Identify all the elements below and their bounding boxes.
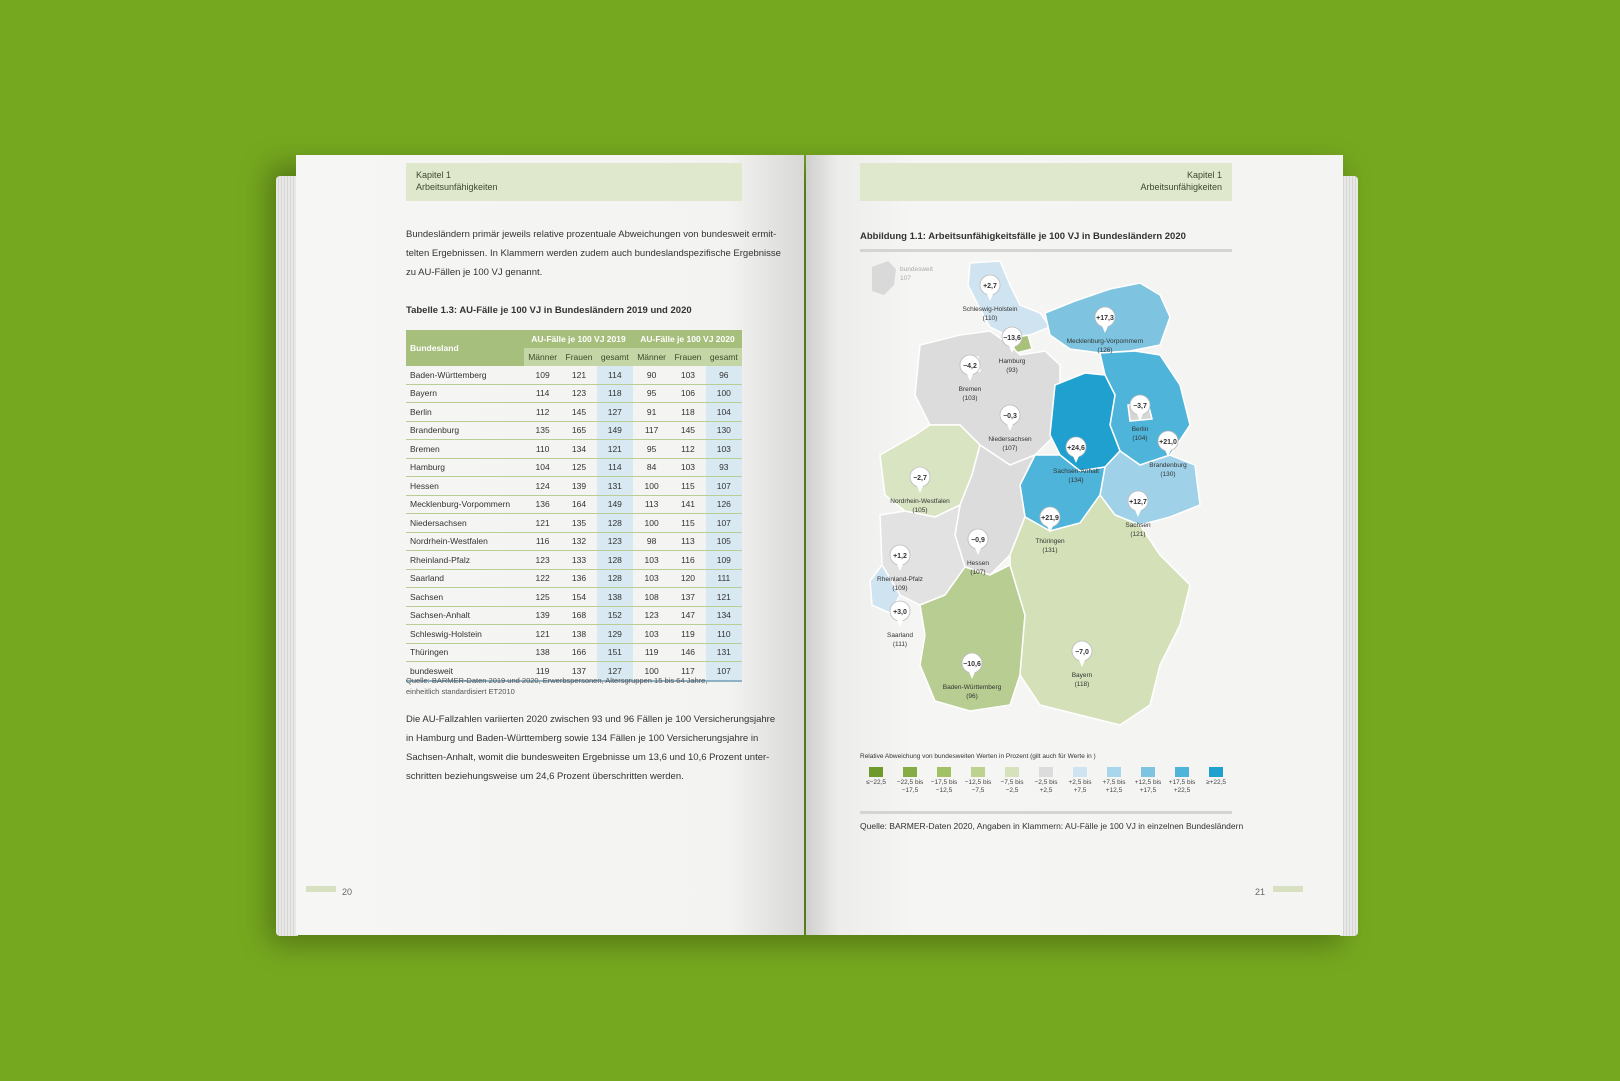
right-page: [806, 155, 1343, 935]
cell-value: 135: [524, 421, 561, 440]
cell-bundesland: Baden-Württemberg: [406, 366, 524, 384]
legend-item: [928, 767, 960, 795]
cell-value: 107: [706, 514, 742, 533]
state-name: Brandenburg: [1149, 462, 1187, 469]
cell-value: 123: [524, 551, 561, 570]
cell-value: 114: [597, 458, 633, 477]
pin-deviation: −13,6: [1003, 335, 1021, 342]
legend-label: +22,5: [1173, 787, 1191, 794]
table-row: [406, 458, 742, 477]
pin-sl: [887, 601, 913, 648]
figure-rule-top: [860, 249, 1232, 252]
cell-bundesland: Bremen: [406, 440, 524, 459]
state-value: (110): [982, 315, 998, 322]
table-row: [406, 403, 742, 422]
pin-deviation: +2,7: [983, 283, 997, 290]
chapter-title: Arbeitsunfähigkeiten: [1140, 182, 1222, 192]
col-gesamt: gesamt: [597, 348, 633, 366]
cell-value: 93: [706, 458, 742, 477]
left-page: [296, 155, 804, 935]
legend-label: −2,5: [1005, 787, 1019, 794]
cell-value: 115: [670, 477, 705, 496]
pin-deviation: −0,3: [1003, 413, 1017, 420]
table-source-note: [406, 675, 707, 697]
legend-swatch: [1039, 767, 1053, 777]
cell-value: 121: [524, 625, 561, 644]
cell-value: 110: [706, 625, 742, 644]
cell-value: 122: [524, 569, 561, 588]
cell-bundesland: Nordrhein-Westfalen: [406, 532, 524, 551]
cell-value: 138: [524, 643, 561, 662]
table-row: [406, 551, 742, 570]
inset-label: bundesweit: [900, 266, 933, 273]
cell-value: 100: [706, 384, 742, 403]
outro-paragraph: [406, 710, 775, 786]
state-name: Saarland: [886, 632, 914, 639]
legend-item: [1064, 767, 1096, 795]
legend-item: [1030, 767, 1062, 795]
chapter-header: [406, 163, 742, 201]
legend: [860, 767, 1232, 807]
note-line: einheitlich standardisiert ET2010: [406, 687, 515, 696]
cell-value: 125: [524, 588, 561, 607]
state-name: Berlin: [1131, 426, 1149, 433]
state-name: Nordrhein-Westfalen: [890, 498, 950, 505]
cell-value: 168: [561, 606, 596, 625]
chapter-header: [860, 163, 1232, 201]
cell-value: 103: [633, 625, 670, 644]
cell-value: 116: [670, 551, 705, 570]
table-row: [406, 643, 742, 662]
cell-value: 103: [633, 569, 670, 588]
state-value: (109): [892, 585, 908, 592]
cell-value: 166: [561, 643, 596, 662]
pin-deviation: −2,7: [913, 475, 927, 482]
cell-bundesland: Hamburg: [406, 458, 524, 477]
cell-value: 106: [670, 384, 705, 403]
table-row: [406, 625, 742, 644]
figure-title: Abbildung 1.1: Arbeitsunfähigkeitsfälle je 100 VJ in Bundesländern 2020: [860, 231, 1186, 242]
cell-bundesland: Brandenburg: [406, 421, 524, 440]
inset-germany-shape: [872, 261, 896, 295]
cell-value: 110: [524, 440, 561, 459]
cell-value: 118: [597, 384, 633, 403]
legend-title: Relative Abweichung von bundesweiten Werten in Prozent (gilt auch für Werte in ): [860, 753, 1096, 760]
cell-value: 113: [633, 495, 670, 514]
col-frauen: Frauen: [670, 348, 705, 366]
legend-swatch: [1107, 767, 1121, 777]
cell-value: 120: [670, 569, 705, 588]
legend-label: +17,5 bis: [1168, 779, 1196, 786]
cell-bundesland: Sachsen-Anhalt: [406, 606, 524, 625]
legend-label: −7,5: [971, 787, 985, 794]
cell-value: 139: [561, 477, 596, 496]
cell-value: 118: [670, 403, 705, 422]
outro-line: schritten beziehungsweise um 24,6 Prozent überschritten werden.: [406, 771, 684, 782]
cell-value: 112: [670, 440, 705, 459]
state-value: (93): [1006, 367, 1018, 374]
page-number-bar: [306, 886, 336, 892]
pin-tail: [897, 620, 903, 627]
intro-line: telten Ergebnissen. In Klammern werden zudem auch bundeslandspezifische Ergebnisse: [406, 248, 781, 259]
state-name: Thüringen: [1035, 538, 1065, 545]
table-row: [406, 514, 742, 533]
cell-value: 98: [633, 532, 670, 551]
chapter-title: Arbeitsunfähigkeiten: [416, 182, 498, 192]
state-name: Baden-Württemberg: [942, 684, 1002, 691]
cell-value: 121: [524, 514, 561, 533]
cell-value: 105: [706, 532, 742, 551]
cell-bundesland: Thüringen: [406, 643, 524, 662]
cell-bundesland: Sachsen: [406, 588, 524, 607]
page-stack-left: [276, 176, 298, 936]
cell-value: 112: [524, 403, 561, 422]
pin-deviation: −3,7: [1133, 403, 1147, 410]
legend-label: −12,5 bis: [964, 779, 992, 786]
table-row: [406, 495, 742, 514]
cell-value: 134: [561, 440, 596, 459]
cell-value: 149: [597, 421, 633, 440]
legend-label: +12,5: [1105, 787, 1123, 794]
cell-bundesland: bundesweit: [406, 662, 524, 681]
cell-value: 115: [670, 514, 705, 533]
legend-label: +12,5 bis: [1134, 779, 1162, 786]
col-maenner: Männer: [633, 348, 670, 366]
cell-bundesland: Schleswig-Holstein: [406, 625, 524, 644]
cell-value: 114: [597, 366, 633, 384]
cell-value: 134: [706, 606, 742, 625]
state-value: (126): [1097, 347, 1113, 354]
cell-bundesland: Hessen: [406, 477, 524, 496]
cell-bundesland: Bayern: [406, 384, 524, 403]
cell-value: 90: [633, 366, 670, 384]
germany-map: [860, 255, 1232, 745]
outro-line: Sachsen-Anhalt, womit die bundesweiten Ergebnisse um 13,6 und 10,6 Prozent unter-: [406, 752, 770, 763]
cell-value: 127: [597, 403, 633, 422]
legend-item: [962, 767, 994, 795]
figure-source: Quelle: BARMER-Daten 2020, Angaben in Klammern: AU-Fälle je 100 VJ in einzelnen Bundesländern: [860, 821, 1244, 831]
table-row: [406, 366, 742, 384]
inset-value: 107: [900, 275, 911, 282]
figure-rule-bottom: [860, 811, 1232, 814]
cell-value: 127: [597, 662, 633, 681]
cell-value: 121: [597, 440, 633, 459]
cell-value: 154: [561, 588, 596, 607]
col-gesamt: gesamt: [706, 348, 742, 366]
chapter-label: Kapitel 1: [416, 170, 452, 180]
cell-value: 151: [597, 643, 633, 662]
pin-deviation: −10,6: [963, 661, 981, 668]
cell-value: 131: [597, 477, 633, 496]
cell-value: 116: [524, 532, 561, 551]
pin-deviation: +24,6: [1067, 445, 1085, 452]
data-table: [406, 330, 742, 682]
state-name: Sachsen: [1125, 522, 1151, 529]
cell-value: 149: [597, 495, 633, 514]
cell-value: 138: [597, 588, 633, 607]
table-title: Tabelle 1.3: AU-Fälle je 100 VJ in Bundesländern 2019 und 2020: [406, 305, 692, 316]
cell-value: 126: [706, 495, 742, 514]
state-value: (121): [1130, 531, 1146, 538]
cell-value: 128: [597, 569, 633, 588]
cell-value: 124: [524, 477, 561, 496]
intro-paragraph: [406, 225, 781, 282]
cell-bundesland: Rheinland-Pfalz: [406, 551, 524, 570]
cell-value: 119: [524, 662, 561, 681]
cell-value: 123: [633, 606, 670, 625]
legend-label: +2,5: [1039, 787, 1053, 794]
legend-label: +17,5: [1139, 787, 1157, 794]
table-row: [406, 569, 742, 588]
legend-swatch: [971, 767, 985, 777]
state-name: Mecklenburg-Vorpommern: [1066, 338, 1144, 345]
pin-deviation: +1,2: [893, 553, 907, 560]
cell-value: 114: [524, 384, 561, 403]
legend-label: +7,5 bis: [1102, 779, 1126, 786]
cell-value: 111: [706, 569, 742, 588]
pin-deviation: +17,3: [1096, 315, 1114, 322]
pin-deviation: +21,9: [1041, 515, 1059, 522]
cell-value: 137: [561, 662, 596, 681]
cell-value: 133: [561, 551, 596, 570]
cell-value: 145: [561, 403, 596, 422]
page-number: 20: [342, 887, 353, 897]
state-name: Bayern: [1071, 672, 1093, 679]
state-name: Rheinland-Pfalz: [877, 576, 923, 583]
cell-value: 104: [524, 458, 561, 477]
state-value: (131): [1042, 547, 1058, 554]
cell-value: 138: [561, 625, 596, 644]
legend-item: [1200, 767, 1232, 787]
state-name: Sachsen-Anhalt: [1053, 468, 1099, 475]
note-line: Quelle: BARMER-Daten 2019 und 2020, Erwerbspersonen, Altersgruppen 15 bis 64 Jahre,: [406, 676, 708, 685]
cell-value: 91: [633, 403, 670, 422]
legend-item: [1132, 767, 1164, 795]
cell-bundesland: Saarland: [406, 569, 524, 588]
chapter-label: Kapitel 1: [1186, 170, 1222, 180]
state-value: (130): [1160, 471, 1176, 478]
cell-value: 104: [706, 403, 742, 422]
cell-value: 107: [706, 477, 742, 496]
legend-item: [860, 767, 892, 787]
cell-value: 84: [633, 458, 670, 477]
cell-value: 95: [633, 440, 670, 459]
cell-value: 132: [561, 532, 596, 551]
cell-value: 128: [597, 551, 633, 570]
cell-value: 103: [670, 458, 705, 477]
cell-value: 109: [524, 366, 561, 384]
cell-value: 121: [561, 366, 596, 384]
legend-label: ≥+22,5: [1205, 779, 1226, 786]
state-value: (104): [1132, 435, 1148, 442]
cell-value: 109: [706, 551, 742, 570]
table-row: [406, 532, 742, 551]
state-value: (118): [1074, 681, 1090, 688]
page-number-bar: [1273, 886, 1303, 892]
legend-label: ≤−22,5: [865, 779, 886, 786]
legend-label: −17,5 bis: [930, 779, 958, 786]
cell-value: 146: [670, 643, 705, 662]
cell-value: 103: [706, 440, 742, 459]
state-value: (107): [970, 569, 986, 576]
intro-line: zu AU-Fällen je 100 VJ genannt.: [406, 267, 543, 278]
pin-deviation: −0,9: [971, 537, 985, 544]
cell-value: 128: [597, 514, 633, 533]
state-name: Hamburg: [998, 358, 1026, 365]
legend-swatch: [1141, 767, 1155, 777]
outro-line: Die AU-Fallzahlen variierten 2020 zwischen 93 und 96 Fällen je 100 Versicherungsjahre: [406, 714, 776, 725]
cell-bundesland: Niedersachsen: [406, 514, 524, 533]
legend-label: −22,5 bis: [896, 779, 924, 786]
legend-label: −7,5 bis: [1000, 779, 1024, 786]
cell-value: 95: [633, 384, 670, 403]
cell-value: 136: [561, 569, 596, 588]
legend-item: [1098, 767, 1130, 795]
cell-value: 129: [597, 625, 633, 644]
cell-value: 113: [670, 532, 705, 551]
cell-value: 103: [633, 551, 670, 570]
cell-value: 100: [633, 477, 670, 496]
cell-value: 108: [633, 588, 670, 607]
cell-value: 117: [633, 421, 670, 440]
cell-value: 100: [633, 662, 670, 681]
cell-value: 131: [706, 643, 742, 662]
state-name: Bremen: [958, 386, 982, 393]
cell-value: 125: [561, 458, 596, 477]
cell-value: 137: [670, 588, 705, 607]
group-2020: AU-Fälle je 100 VJ 2020: [633, 330, 742, 348]
cell-value: 136: [524, 495, 561, 514]
state-value: (107): [1002, 445, 1018, 452]
cell-value: 119: [633, 643, 670, 662]
state-by: [1010, 495, 1190, 725]
legend-swatch: [903, 767, 917, 777]
state-value: (111): [892, 641, 908, 648]
intro-line: Bundesländern primär jeweils relative prozentuale Abweichungen von bundesweit ermit-: [406, 229, 777, 240]
pin-deviation: +3,0: [893, 609, 907, 616]
legend-swatch: [1073, 767, 1087, 777]
state-name: Hessen: [966, 560, 990, 567]
col-bundesland: Bundesland: [406, 330, 524, 366]
state-value: (96): [966, 693, 978, 700]
legend-label: +2,5 bis: [1068, 779, 1092, 786]
cell-value: 100: [633, 514, 670, 533]
cell-value: 123: [597, 532, 633, 551]
cell-value: 107: [706, 662, 742, 681]
cell-value: 121: [706, 588, 742, 607]
legend-swatch: [1209, 767, 1223, 777]
legend-swatch: [1005, 767, 1019, 777]
pin-deviation: −7,0: [1075, 649, 1089, 656]
state-value: (103): [962, 395, 978, 402]
state-value: (134): [1068, 477, 1084, 484]
legend-swatch: [869, 767, 883, 777]
col-frauen: Frauen: [561, 348, 596, 366]
table-row: [406, 384, 742, 403]
state-sh: [968, 261, 1050, 337]
cell-bundesland: Berlin: [406, 403, 524, 422]
cell-value: 117: [670, 662, 705, 681]
cell-value: 152: [597, 606, 633, 625]
table-row: [406, 477, 742, 496]
legend-label: +7,5: [1073, 787, 1087, 794]
cell-value: 145: [670, 421, 705, 440]
legend-item: [1166, 767, 1198, 795]
cell-value: 141: [670, 495, 705, 514]
cell-value: 164: [561, 495, 596, 514]
pin-deviation: +12,7: [1129, 499, 1147, 506]
col-maenner: Männer: [524, 348, 561, 366]
table-row: [406, 440, 742, 459]
cell-value: 130: [706, 421, 742, 440]
state-name: Niedersachsen: [988, 436, 1032, 443]
table-row: [406, 421, 742, 440]
cell-value: 165: [561, 421, 596, 440]
legend-item: [996, 767, 1028, 795]
legend-swatch: [1175, 767, 1189, 777]
pin-deviation: −4,2: [963, 363, 977, 370]
legend-item: [894, 767, 926, 795]
page-number: 21: [1254, 887, 1265, 897]
cell-value: 147: [670, 606, 705, 625]
cell-value: 96: [706, 366, 742, 384]
cell-value: 103: [670, 366, 705, 384]
legend-label: −17,5: [901, 787, 919, 794]
cell-value: 119: [670, 625, 705, 644]
table-row: [406, 606, 742, 625]
table-row: [406, 588, 742, 607]
cell-value: 135: [561, 514, 596, 533]
group-2019: AU-Fälle je 100 VJ 2019: [524, 330, 633, 348]
state-name: Schleswig-Holstein: [962, 306, 1018, 313]
legend-label: −12,5: [935, 787, 953, 794]
cell-value: 139: [524, 606, 561, 625]
outro-line: in Hamburg und Baden-Württemberg sowie 134 Fällen je 100 Versicherungsjahre in: [406, 733, 759, 744]
cell-bundesland: Mecklenburg-Vorpommern: [406, 495, 524, 514]
state-value: (105): [912, 507, 928, 514]
cell-value: 123: [561, 384, 596, 403]
legend-swatch: [937, 767, 951, 777]
legend-label: −2,5 bis: [1034, 779, 1058, 786]
pin-deviation: +21,0: [1159, 439, 1177, 446]
